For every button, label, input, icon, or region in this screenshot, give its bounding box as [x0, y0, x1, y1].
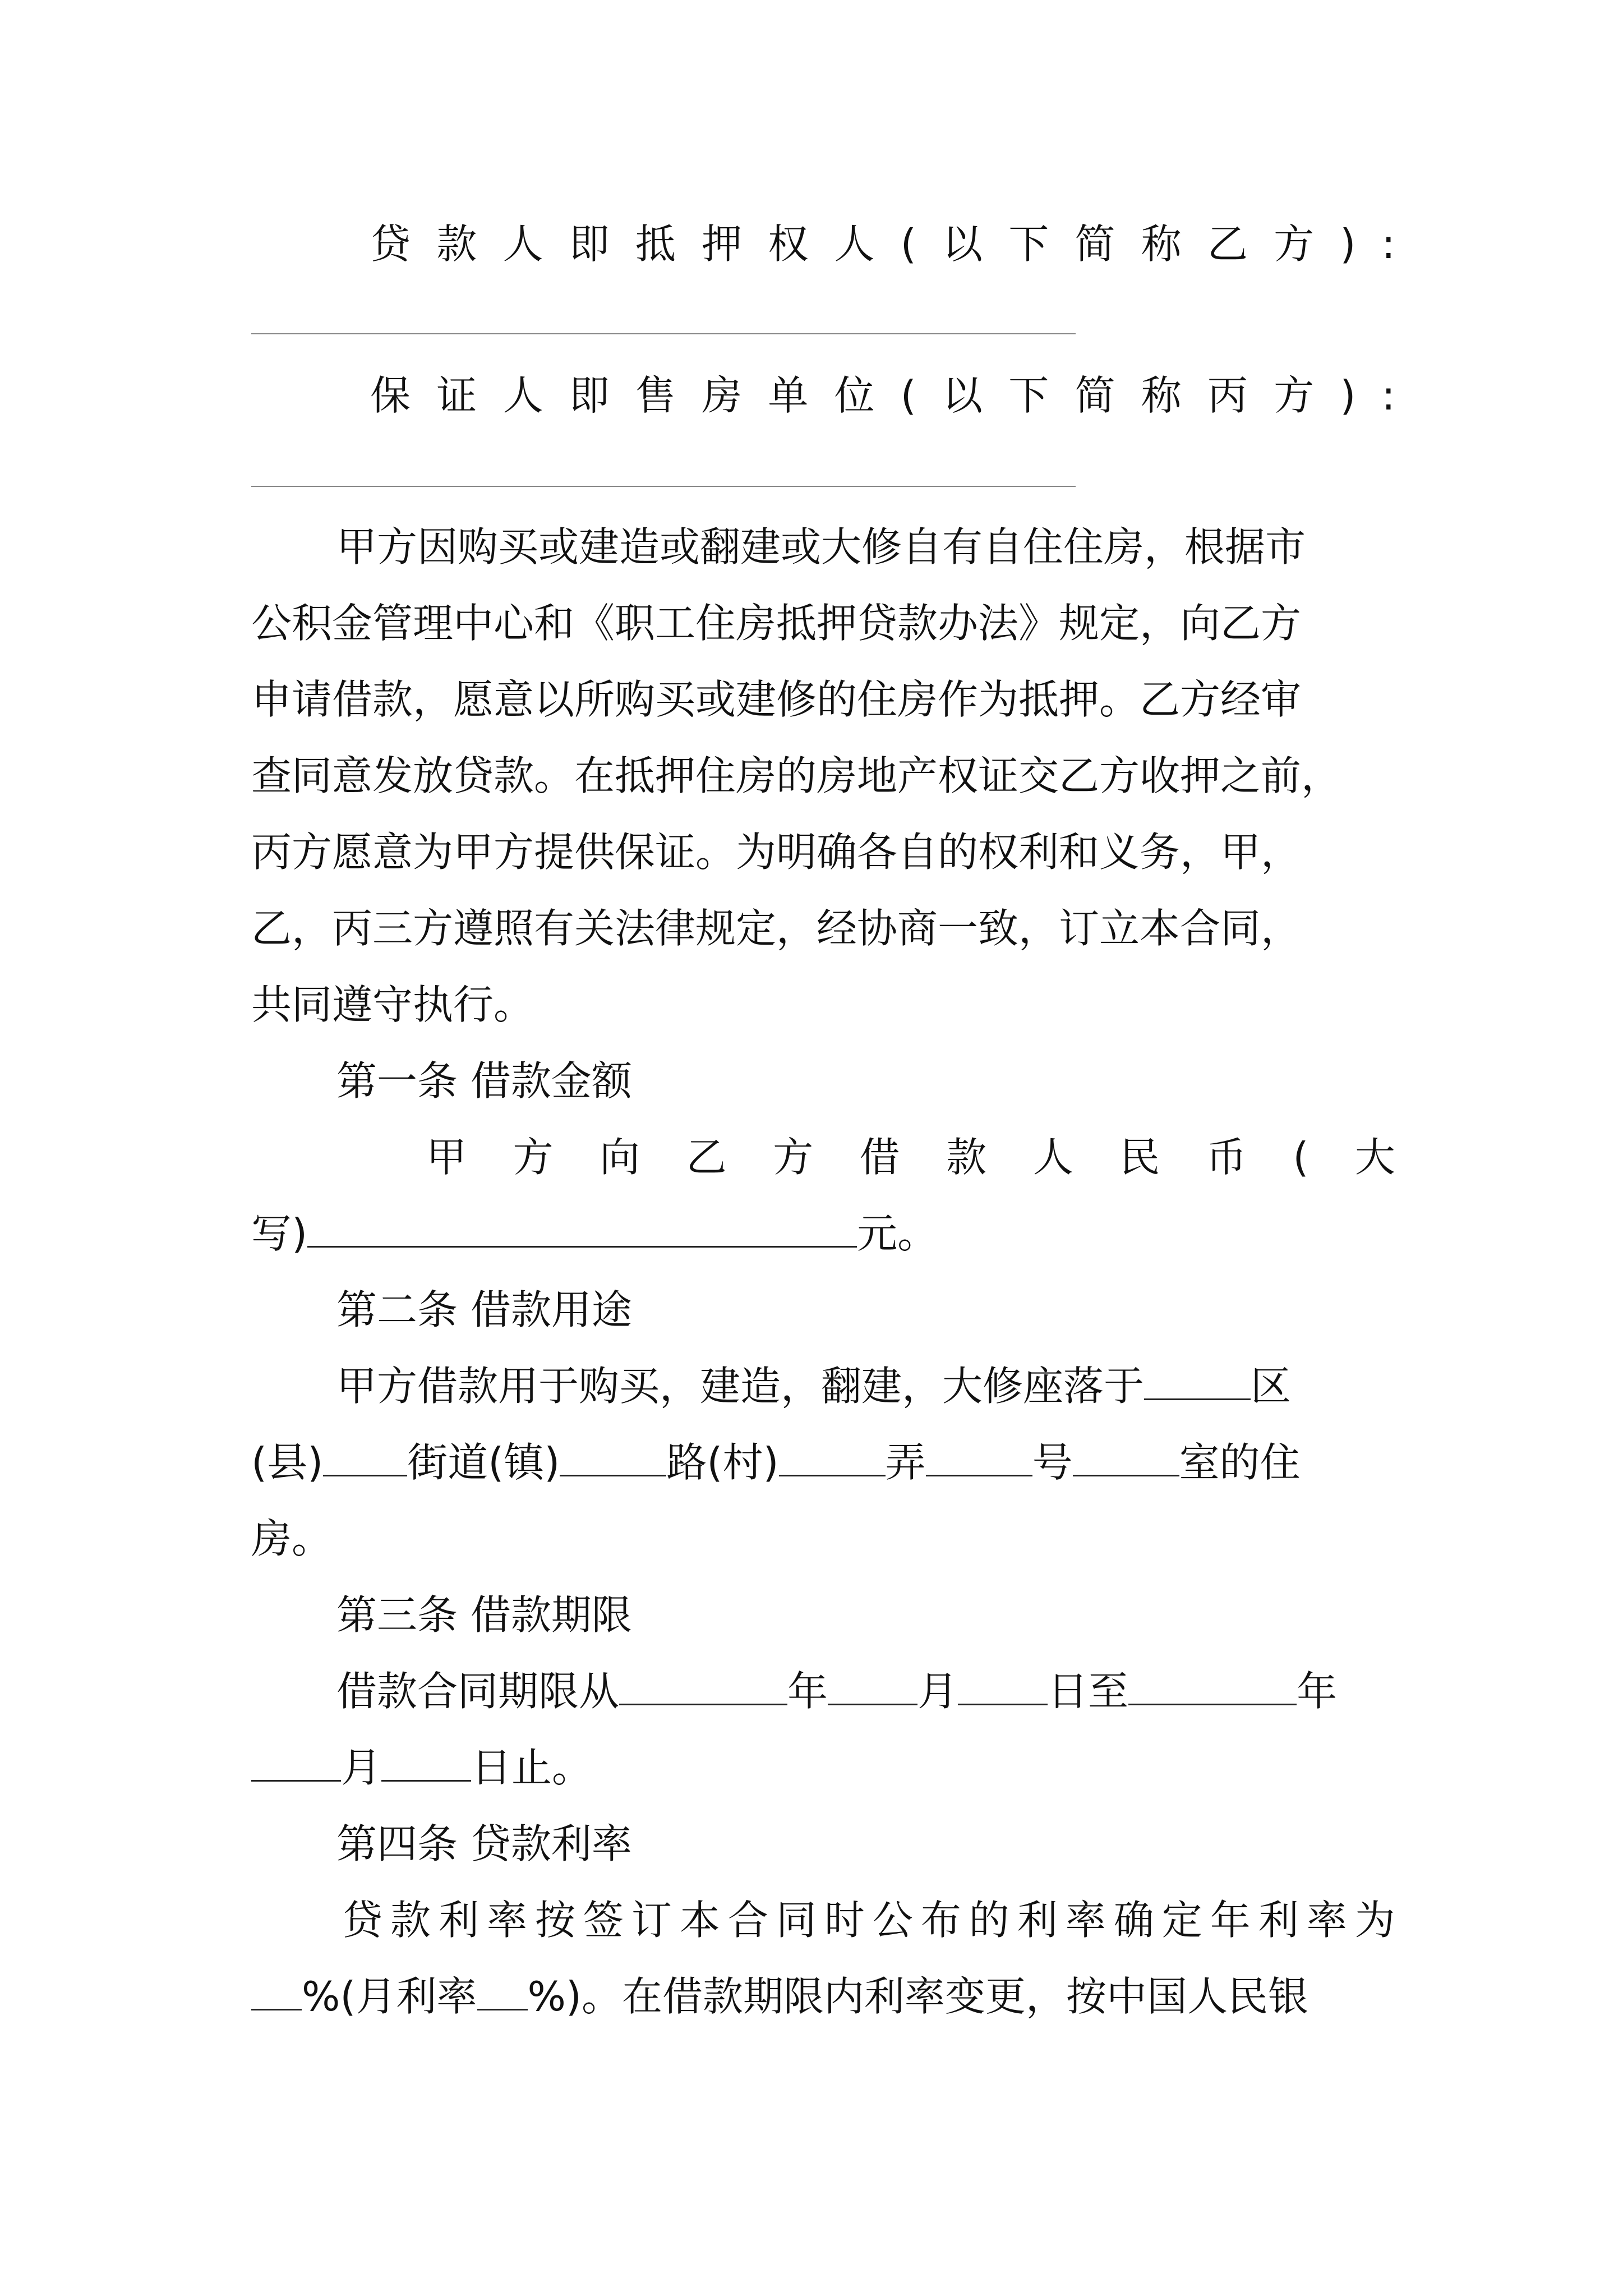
party-b-char: :: [1381, 220, 1395, 268]
party-b-char: (: [900, 220, 916, 268]
party-c-char: (: [900, 372, 916, 419]
article-4-line-1-char: 订: [631, 1897, 672, 1944]
start-month-label: 月: [917, 1668, 958, 1715]
article-1-line-1-char: 方: [513, 1134, 554, 1181]
road-label: 路(村): [666, 1439, 779, 1486]
article-1-line-1-char: 向: [600, 1134, 640, 1181]
article-4-line-1-char: 时: [824, 1897, 865, 1944]
article-1-title: 第一条 借款金额: [336, 1057, 632, 1105]
article-1-line-1-char: 民: [1119, 1134, 1160, 1181]
article-2-line-1-end: 区: [1251, 1363, 1292, 1410]
preamble-line-4: 查同意发放贷款。在抵押住房的房地产权证交乙方收押之前，: [251, 752, 1342, 799]
party-c-char: 保: [370, 372, 411, 419]
article-1-line-1-char: 借: [859, 1134, 900, 1181]
start-year-label: 年: [787, 1668, 828, 1715]
article-1-line-1-char: 甲: [426, 1134, 467, 1181]
party-b-char: 下: [1008, 220, 1049, 268]
street-blank[interactable]: [323, 1438, 407, 1476]
article-4-line-1-char: 公: [872, 1897, 913, 1944]
end-year-label: 年: [1297, 1668, 1338, 1715]
district-blank[interactable]: [1144, 1361, 1251, 1400]
party-c-char: 单: [768, 372, 809, 419]
party-c-char: 方: [1274, 372, 1315, 419]
street-label: 街道(镇): [407, 1439, 560, 1486]
party-c-char: 售: [635, 372, 676, 419]
article-4-line-1-char: 定: [1161, 1897, 1202, 1944]
preamble-line-2: 公积金管理中心和《职工住房抵押贷款办法》规定，向乙方: [251, 600, 1302, 647]
party-b-char: 人: [502, 220, 543, 268]
article-1-line-1-char: 大: [1354, 1134, 1395, 1181]
party-c-line: [370, 370, 1395, 421]
article-4-line-1-char: 签: [583, 1897, 624, 1944]
article-2-line-1: [336, 1361, 1481, 1411]
article-4-line-1-char: 为: [1354, 1897, 1395, 1944]
party-b-char: 人: [834, 220, 875, 268]
article-1-line-1: [426, 1132, 1395, 1182]
party-c-char: 以: [942, 372, 983, 419]
monthly-rate-label: %(月利率: [302, 1973, 477, 2020]
article-4-line-1-char: 率: [1065, 1897, 1106, 1944]
article-4-line-1-char: 年: [1210, 1897, 1251, 1944]
monthly-rate-blank[interactable]: [477, 1972, 528, 2010]
article-1-line-2-suffix: 元。: [857, 1210, 938, 1257]
article-3-title: 第三条 借款期限: [336, 1591, 632, 1639]
article-4-line-2: [251, 1971, 1395, 2022]
party-b-char: 贷: [370, 220, 411, 268]
article-1-line-1-char: 方: [773, 1134, 814, 1181]
party-c-char: 下: [1008, 372, 1049, 419]
party-c-char: 简: [1075, 372, 1115, 419]
start-year-blank[interactable]: [619, 1667, 787, 1705]
article-2-line-2: [251, 1437, 1395, 1488]
party-c-char: ): [1340, 372, 1356, 419]
road-blank[interactable]: [560, 1438, 666, 1476]
lane-blank[interactable]: [779, 1438, 886, 1476]
article-1-line-2-prefix: 写): [251, 1210, 308, 1257]
article-1-line-1-char: 人: [1032, 1134, 1073, 1181]
rate-change-text: %)。在借款期限内利率变更，按中国人民银: [527, 1973, 1309, 2020]
article-3-line-1: [336, 1666, 1481, 1717]
article-4-line-1-char: 款: [390, 1897, 431, 1944]
term-from-label: 借款合同期限从: [336, 1668, 620, 1715]
article-4-line-1-char: 率: [486, 1897, 527, 1944]
article-4-title: 第四条 贷款利率: [336, 1820, 632, 1867]
preamble-line-6: 乙，丙三方遵照有关法律规定，经协商一致，订立本合同，: [251, 905, 1302, 952]
party-b-char: 款: [436, 220, 477, 268]
end-month-blank[interactable]: [251, 1743, 341, 1782]
article-2-title: 第二条 借款用途: [336, 1286, 632, 1333]
article-1-line-2: [251, 1208, 1395, 1259]
number-blank[interactable]: [926, 1438, 1032, 1476]
room-blank[interactable]: [1073, 1438, 1179, 1476]
party-c-char: :: [1381, 372, 1395, 419]
amount-blank[interactable]: [307, 1209, 857, 1248]
party-b-char: 以: [942, 220, 983, 268]
article-4-line-1-char: 确: [1113, 1897, 1154, 1944]
preamble-line-3: 申请借款，愿意以所购买或建修的住房作为抵押。乙方经审: [251, 676, 1302, 723]
room-label: 室的住: [1179, 1439, 1301, 1486]
article-4-line-1-char: 同: [776, 1897, 817, 1944]
article-1-line-1-char: 币: [1206, 1134, 1247, 1181]
article-4-line-1-char: 利: [438, 1897, 479, 1944]
article-4-line-1-char: 利: [1017, 1897, 1058, 1944]
party-b-char: 简: [1075, 220, 1115, 268]
number-label: 号: [1032, 1439, 1073, 1486]
end-day-blank[interactable]: [381, 1743, 471, 1782]
start-month-blank[interactable]: [828, 1667, 917, 1705]
start-day-blank[interactable]: [958, 1667, 1048, 1705]
article-1-line-1-char: 乙: [686, 1134, 727, 1181]
article-4-line-1-char: 按: [534, 1897, 575, 1944]
party-b-char: 押: [702, 220, 743, 268]
article-1-line-1-char: (: [1293, 1134, 1309, 1181]
end-day-label: 日止。: [471, 1744, 593, 1791]
party-b-line: [370, 219, 1395, 269]
party-b-char: 乙: [1207, 220, 1248, 268]
article-1-line-1-char: 款: [946, 1134, 987, 1181]
preamble-line-5: 丙方愿意为甲方提供保证。为明确各自的权利和义务，甲，: [251, 829, 1302, 876]
party-b-blank-line: [251, 333, 1076, 334]
article-3-line-2: [251, 1742, 1395, 1793]
party-b-char: 抵: [635, 220, 676, 268]
party-c-char: 丙: [1207, 372, 1248, 419]
party-c-char: 位: [834, 372, 875, 419]
end-month-label: 月: [341, 1744, 382, 1791]
article-2-line-1-text: 甲方借款用于购买，建造，翻建，大修座落于: [336, 1363, 1145, 1410]
party-b-char: ): [1340, 220, 1356, 268]
lane-label: 弄: [885, 1439, 926, 1486]
end-year-blank[interactable]: [1128, 1667, 1297, 1705]
party-b-char: 称: [1141, 220, 1182, 268]
preamble-line-1: 甲方因购买或建造或翻建或大修自有自住住房，根据市: [336, 523, 1306, 570]
party-c-char: 称: [1141, 372, 1182, 419]
article-4-line-1-char: 率: [1306, 1897, 1347, 1944]
article-4-line-1: [342, 1895, 1395, 1945]
article-4-line-1-char: 贷: [342, 1897, 383, 1944]
party-c-char: 人: [502, 372, 543, 419]
article-4-line-1-char: 利: [1258, 1897, 1299, 1944]
party-c-char: 即: [569, 372, 610, 419]
annual-rate-blank[interactable]: [251, 1972, 302, 2010]
party-b-char: 权: [768, 220, 809, 268]
article-2-line-3: 房。: [251, 1515, 333, 1562]
article-4-line-1-char: 的: [969, 1897, 1009, 1944]
article-4-line-1-char: 本: [679, 1897, 720, 1944]
county-label: (县): [251, 1439, 324, 1486]
party-c-blank-line: [251, 486, 1076, 487]
party-b-char: 即: [569, 220, 610, 268]
start-day-label: 日至: [1048, 1668, 1129, 1715]
party-b-char: 方: [1274, 220, 1315, 268]
article-4-line-1-char: 布: [920, 1897, 961, 1944]
party-c-char: 证: [436, 372, 477, 419]
preamble-line-7: 共同遵守执行。: [251, 981, 534, 1028]
party-c-char: 房: [702, 372, 743, 419]
article-4-line-1-char: 合: [727, 1897, 768, 1944]
